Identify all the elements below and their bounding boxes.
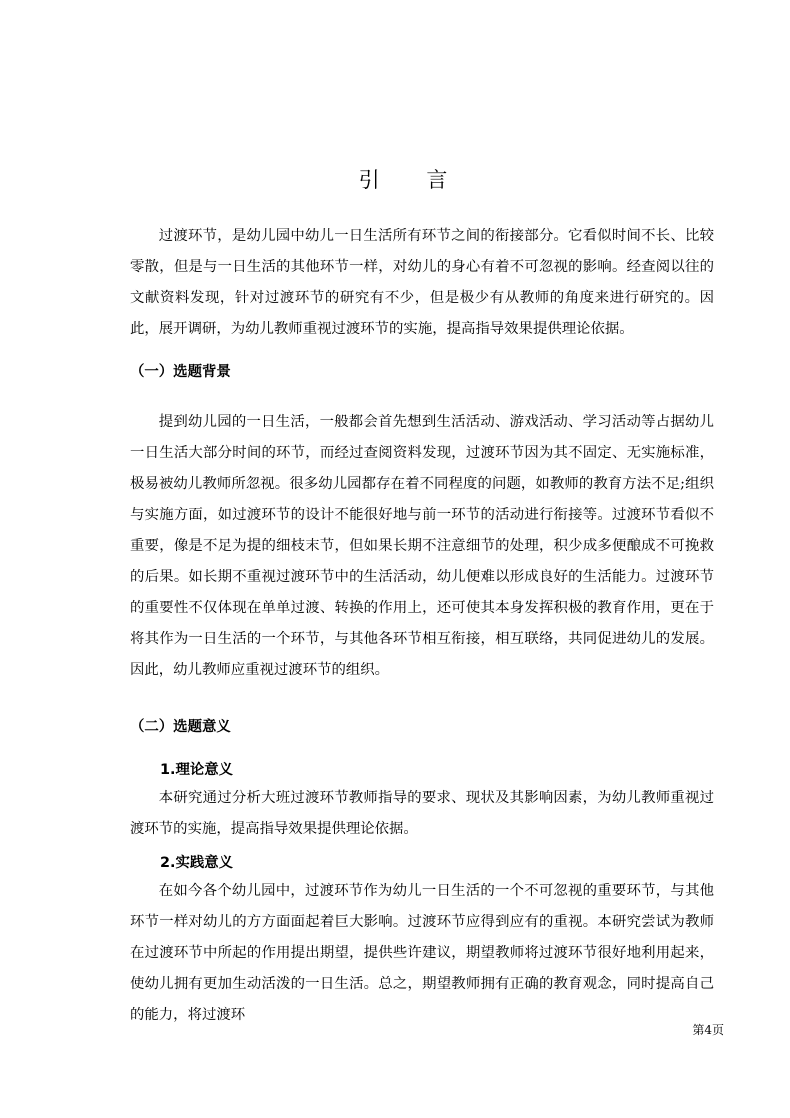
page-title: 引 言 [358,168,468,192]
theory-paragraph-block [130,783,714,845]
practice-paragraph-block [130,876,714,1031]
intro-paragraph: 过渡环节，是幼儿园中幼儿一日生活所有环节之间的衔接部分。它看似时间不长、比较零散，但是与一日生活的其他环节一样，对幼儿的身心有着不可忽视的影响。经查阅以往的文献资料发现，针对过渡环节的研究有不少，但是极少有从教师的角度来进行研究的。因此，展开调研，为幼儿教师重视过渡环节的实施，提高指导效果提供理论依据。 [130,228,714,337]
intro-paragraph-block [130,221,714,345]
subheading-theory: 1.理论意义 [160,762,234,778]
section-heading-significance: （二）选题意义 [130,719,231,735]
background-paragraph: 提到幼儿园的一日生活，一般都会首先想到生活活动、游戏活动、学习活动等占据幼儿一日生活大部分时间的环节，而经过查阅资料发现，过渡环节因为其不固定、无实施标准，极易被幼儿教师所忽视。很多幼儿园都存在着不同程度的问题，如教师的教育方法不足;组织与实施方面，如过渡环节的设计不能很好地与前一环节的活动进行衔接等。过渡环节看似不重要，像是不足为提的细枝末节，但如果长期不注意细节的处理，积少成多便酿成不可挽救的后果。如长期不重视过渡环节中的生活活动，幼儿便难以形成良好的生活能力。过渡环节的重要性不仅体现在单单过渡、转换的作用上，还可使其本身发挥积极的教育作用，更在于将其作为一日生活的一个环节，与其他各环节相互衔接，相互联络，共同促进幼儿的发展。因此，幼儿教师应重视过渡环节的组织。 [130,414,714,678]
theory-paragraph: 本研究通过分析大班过渡环节教师指导的要求、现状及其影响因素，为幼儿教师重视过渡环节的实施，提高指导效果提供理论依据。 [130,790,714,837]
practice-paragraph: 在如今各个幼儿园中，过渡环节作为幼儿一日生活的一个不可忽视的重要环节，与其他环节一样对幼儿的方方面面起着巨大影响。过渡环节应得到应有的重视。本研究尝试为教师在过渡环节中所起的作用提出期望，提供些许建议，期望教师将过渡环节很好地利用起来，使幼儿拥有更加生动活泼的一日生活。总之，期望教师拥有正确的教育观念，同时提高自己的能力，将过渡环 [130,883,714,1023]
subheading-practice: 2.实践意义 [160,855,234,871]
background-paragraph-block [130,407,714,686]
section-heading-background: （一）选题背景 [130,364,231,380]
page-number: 第4页 [692,1023,724,1037]
